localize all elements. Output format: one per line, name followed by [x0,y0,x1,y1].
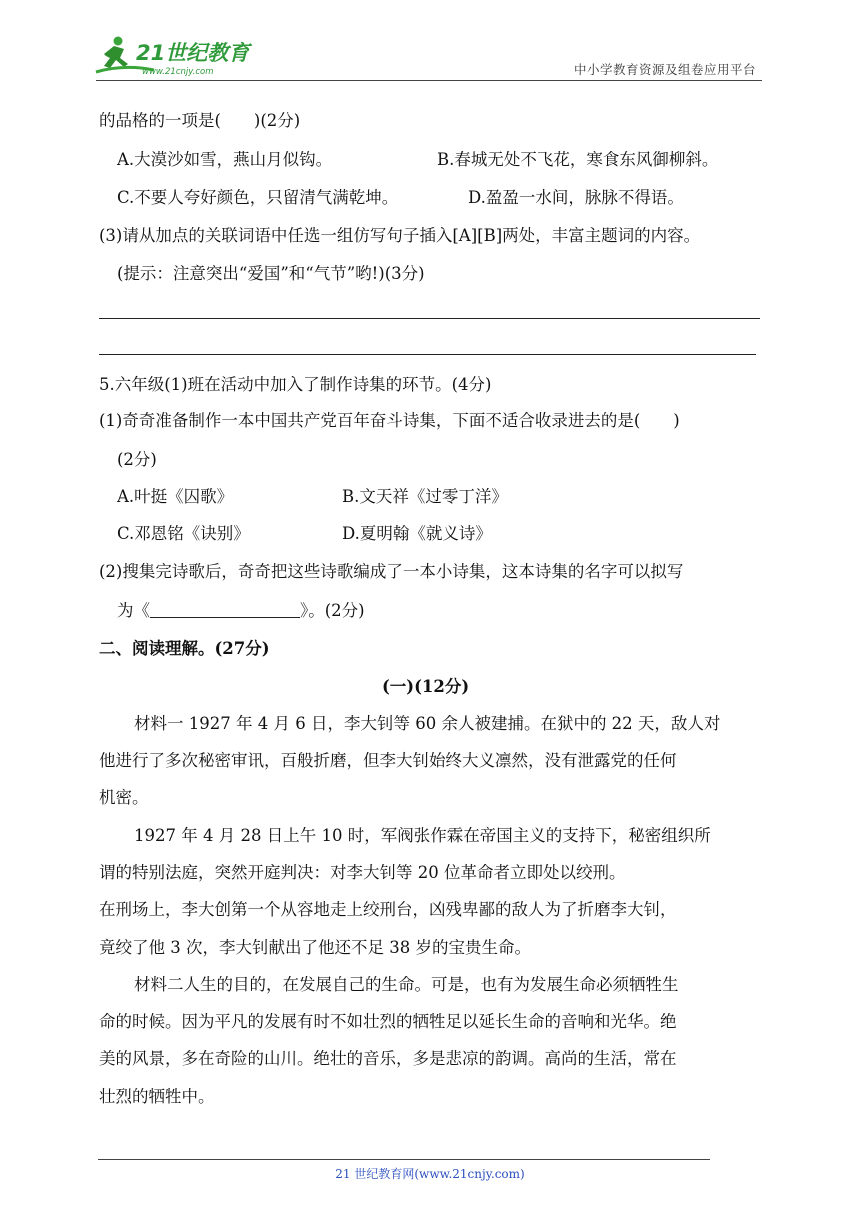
section-heading: 二、阅读理解。(27分) [99,639,270,658]
footer-divider [98,1159,710,1160]
material1-line-2: 他进行了多次秘密审讯，百般折磨，但李大钊始终大义凛然，没有泄露党的任何 [99,751,677,770]
material1-line-1: 材料一 1927 年 4 月 6 日，李大钊等 60 余人被建捕。在狱中的 22 天，敌人对 [134,714,721,733]
q5-title: 5.六年级(1)班在活动中加入了制作诗集的环节。(4分) [99,375,492,394]
q4-option-c: C.不要人夸好颜色，只留清气满乾坤。 [117,188,399,207]
q5-sub1-score: (2分) [117,450,157,469]
q5-sub2-answer-row [117,599,365,622]
logo-text: 21世纪教育 [136,41,250,65]
logo-url: www.21cnjy.com [142,67,214,77]
q4-sub3: (3)请从加点的关联词语中任选一组仿写句子插入[A][B]两处，丰富主题词的内容。 [99,226,701,245]
material1-line-7: 竟绞了他 3 次，李大钊献出了他还不足 38 岁的宝贵生命。 [99,938,531,957]
header-divider [96,80,762,81]
footer-link[interactable]: 21 世纪教育网(www.21cnjy.com) [335,1167,525,1181]
q4-option-a: A.大漠沙如雪，燕山月似钩。 [117,150,333,169]
q4-option-d: D.盈盈一水间，脉脉不得语。 [468,188,684,207]
q5-option-c: C.邓恩铭《诀别》 [117,524,250,543]
q4-stem-continued: 的品格的一项是( )(2分) [99,111,301,130]
material2-line-2: 命的时候。因为平凡的发展有时不如壮烈的牺牲足以延长生命的音响和光华。绝 [99,1012,677,1031]
q5-sub2-prefix: 为《 [117,601,150,620]
q5-option-b: B.文天祥《过零丁洋》 [342,487,508,506]
material2-line-3: 美的风景，多在奇险的山川。绝壮的音乐，多是悲凉的韵调。高尚的生活，常在 [99,1049,677,1068]
material1-line-5: 谓的特别法庭，突然开庭判决：对李大钊等 20 位革命者立即处以绞刑。 [99,863,626,882]
q4-hint: (提示：注意突出“爱国”和“气节”哟!)(3分) [117,264,425,283]
material1-line-6: 在刑场上，李大创第一个从容地走上绞刑台，凶残卑鄙的敌人为了折磨李大钊， [99,900,677,919]
part-title: (一)(12分) [382,677,470,696]
q5-sub1: (1)奇奇准备制作一本中国共产党百年奋斗诗集，下面不适合收录进去的是( ) [99,411,680,430]
material2-line-4: 壮烈的牺牲中。 [99,1087,215,1106]
material1-line-4: 1927 年 4 月 28 日上午 10 时，军阀张作霖在帝国主义的支持下，秘密组织所 [134,826,711,845]
q4-option-b: B.春城无处不飞花，寒食东风御柳斜。 [437,150,719,169]
q5-option-d: D.夏明翰《就义诗》 [342,524,492,543]
site-logo [94,34,264,78]
q5-option-a: A.叶挺《囚歌》 [117,487,234,506]
platform-label: 中小学教育资源及组卷应用平台 [573,62,756,77]
q5-sub2-suffix: 》。(2分) [300,601,365,620]
poetry-title-blank[interactable] [150,599,300,618]
material2-line-1: 材料二人生的目的，在发展自己的生命。可是，也有为发展生命必须牺牲生 [134,975,679,994]
q5-sub2: (2)搜集完诗歌后，奇奇把这些诗歌编成了一本小诗集，这本诗集的名字可以拟写 [99,562,684,581]
answer-line-2[interactable] [99,354,756,355]
material1-line-3: 机密。 [99,788,149,807]
answer-line-1[interactable] [99,318,760,319]
